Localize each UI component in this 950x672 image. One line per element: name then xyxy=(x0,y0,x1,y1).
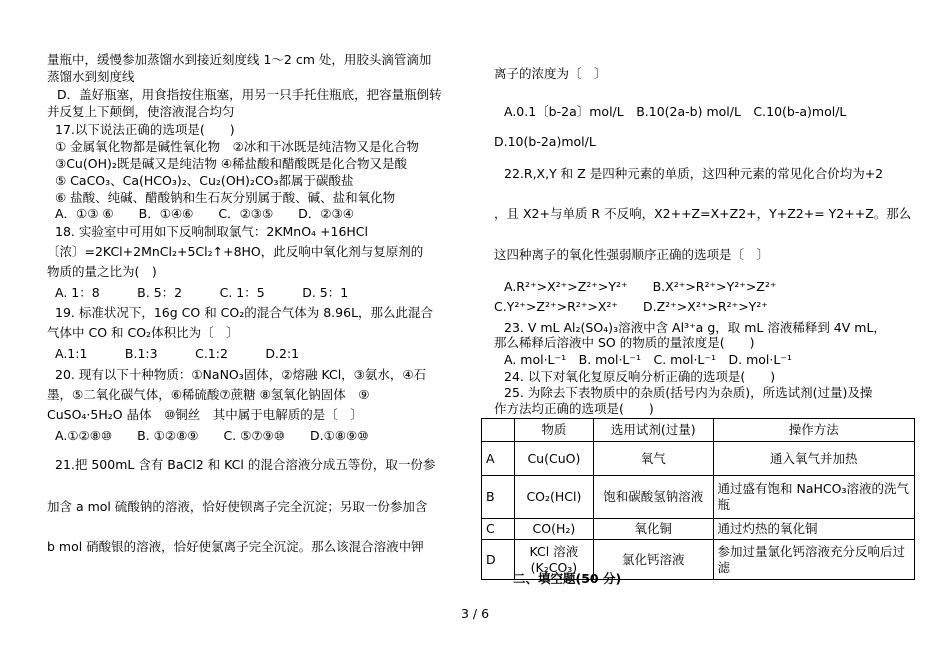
page-number: 3 / 6 xyxy=(460,606,490,621)
question-19: 19. 标准状况下，16g CO 和 CO₂的混合气体为 8.96L，那么此混合 xyxy=(55,305,434,320)
text-line: 蒸馏水到刻度线 xyxy=(47,69,135,84)
table-cell: Cu(CuO) xyxy=(514,442,593,476)
section-title: 二、填空题(50 分) xyxy=(513,571,622,586)
table-cell: 氯化钙溶液 xyxy=(593,540,713,580)
table-cell: CO(H₂) xyxy=(514,519,593,540)
answer-options: A. mol·L⁻¹ B. mol·L⁻¹ C. mol·L⁻¹ D. mol·L⁻¹ xyxy=(504,352,792,367)
text-line: 墨，⑤二氧化碳气体，⑥稀硫酸⑦蔗糖 ⑧氢氧化钠固体 ⑨ xyxy=(47,387,370,402)
table-cell: 通入氧气并加热 xyxy=(713,442,914,476)
question-22: 22.R,X,Y 和 Z 是四种元素的单质，这四种元素的常见化合价均为+2 xyxy=(504,166,884,181)
table-header-cell xyxy=(482,419,515,442)
text-line: 物质的量之比为( ) xyxy=(47,264,157,279)
text-line: ① 金属氧化物都是碱性氧化物 ②冰和干冰既是纯洁物又是化合物 xyxy=(55,139,419,154)
answer-options: D.10(b-2a)mol/L xyxy=(494,134,596,149)
question-23: 23. V mL Al₂(SO₄)₃溶液中含 Al³⁺a g，取 mL 溶液稀释到 4V mL， xyxy=(504,320,886,335)
text-line: ⑥ 盐酸、纯碱、醋酸钠和生石灰分别属于酸、碱、盐和氧化物 xyxy=(55,190,396,205)
question-24: 24. 以下对氧化复原反响分析正确的选项是( ) xyxy=(504,369,776,384)
answer-options: A.R²⁺>X²⁺>Z²⁺>Y²⁺ B.X²⁺>R²⁺>Y²⁺>Z²⁺ xyxy=(504,279,777,294)
answer-options: A．①③ ⑥ B．①④⑥ C．②③⑤ D．②③④ xyxy=(55,206,354,221)
answer-options: A.①②⑧⑩ B. ①②⑧⑨ C. ⑤⑦⑨⑩ D.①⑧⑨⑩ xyxy=(55,428,369,443)
table-header-row xyxy=(482,419,915,442)
text-line: D．盖好瓶塞，用食指按住瓶塞，用另一只手托住瓶底，把容量瓶倒转 xyxy=(57,87,442,102)
question-17: 17.以下说法正确的选项是( ) xyxy=(55,122,235,137)
table-cell: C xyxy=(482,519,515,540)
table-row xyxy=(482,519,915,540)
question-25: 25. 为除去下表物质中的杂质(括号内为杂质)，所选试剂(过量)及操 xyxy=(504,385,873,400)
table-cell: 氧气 xyxy=(593,442,713,476)
answer-options: C.Y²⁺>Z²⁺>R²⁺>X²⁺ D.Z²⁺>X²⁺>R²⁺>Y²⁺ xyxy=(494,299,768,314)
text-line: 这四种离子的氧化性强弱顺序正确的选项是〔 〕 xyxy=(494,247,770,262)
answer-options: A.1:1 B.1:3 C.1:2 D.2:1 xyxy=(55,346,300,361)
text-line: ③Cu(OH)₂既是碱又是纯洁物 ④稀盐酸和醋酸既是化合物又是酸 xyxy=(55,156,408,171)
text-line: 离子的浓度为〔 〕 xyxy=(494,66,607,81)
table-row xyxy=(482,476,915,519)
table-header-cell: 选用试剂(过量) xyxy=(593,419,713,442)
table-cell: D xyxy=(482,540,515,580)
text-line: ⑤ CaCO₃、Ca(HCO₃)₂、Cu₂(OH)₂CO₃都属于碳酸盐 xyxy=(55,173,354,188)
table-header-cell: 操作方法 xyxy=(713,419,914,442)
text-line: 作方法均正确的选项是( ) xyxy=(494,401,654,416)
text-line: b mol 硝酸银的溶液，恰好使氯离子完全沉淀。那么该混合溶液中钾 xyxy=(47,539,424,554)
answer-options: A. 1：8 B. 5：2 C. 1：5 D. 5：1 xyxy=(55,285,349,300)
table-cell: A xyxy=(482,442,515,476)
text-line: 加含 a mol 硫酸钠的溶液，恰好使钡离子完全沉淀；另取一份参加含 xyxy=(47,499,428,514)
table-cell: 饱和碳酸氢钠溶液 xyxy=(593,476,713,519)
text-line: 〔浓〕=2KCl+2MnCl₂+5Cl₂↑+8HO，此反响中氧化剂与复原剂的 xyxy=(47,244,424,259)
table-cell: KCl 溶液(K₂CO₃) xyxy=(514,540,593,580)
question-21: 21.把 500mL 含有 BaCl2 和 KCl 的混合溶液分成五等份，取一份参 xyxy=(55,457,436,472)
table-header-cell: 物质 xyxy=(514,419,593,442)
purification-table xyxy=(481,418,915,580)
table-cell: 通过盛有饱和 NaHCO₃溶液的洗气瓶 xyxy=(713,476,914,519)
text-line: 并反复上下颠倒，使溶液混合均匀 xyxy=(47,104,235,119)
table-cell: 通过灼热的氧化铜 xyxy=(713,519,914,540)
table-cell: B xyxy=(482,476,515,519)
text-line: 气体中 CO 和 CO₂体积比为〔 〕 xyxy=(47,325,239,340)
answer-options: A.0.1〔b-2a〕mol/L B.10(2a-b) mol/L C.10(b-a)mol/L xyxy=(504,104,847,119)
table-cell: 参加过量氯化钙溶液充分反响后过滤 xyxy=(713,540,914,580)
text-line: ，且 X2+与单质 R 不反响，X2++Z=X+Z2+，Y+Z2+= Y2++Z。那么 xyxy=(494,206,912,221)
text-line: 那么稀释后溶液中 SO 的物质的量浓度是( ) xyxy=(494,335,755,350)
table-cell: 氧化铜 xyxy=(593,519,713,540)
table-row xyxy=(482,442,915,476)
text-line: 量瓶中，缓慢参加蒸馏水到接近刻度线 1～2 cm 处，用胶头滴管滴加 xyxy=(47,52,432,67)
question-18: 18. 实验室中可用如下反响制取氯气：2KMnO₄ +16HCl xyxy=(55,224,369,239)
question-20: 20. 现有以下十种物质：①NaNO₃固体，②熔融 KCl，③氨水，④石 xyxy=(55,367,427,382)
text-line: CuSO₄·5H₂O 晶体 ⑩铜丝 其中属于电解质的是〔 〕 xyxy=(47,407,363,422)
table-cell: CO₂(HCl) xyxy=(514,476,593,519)
